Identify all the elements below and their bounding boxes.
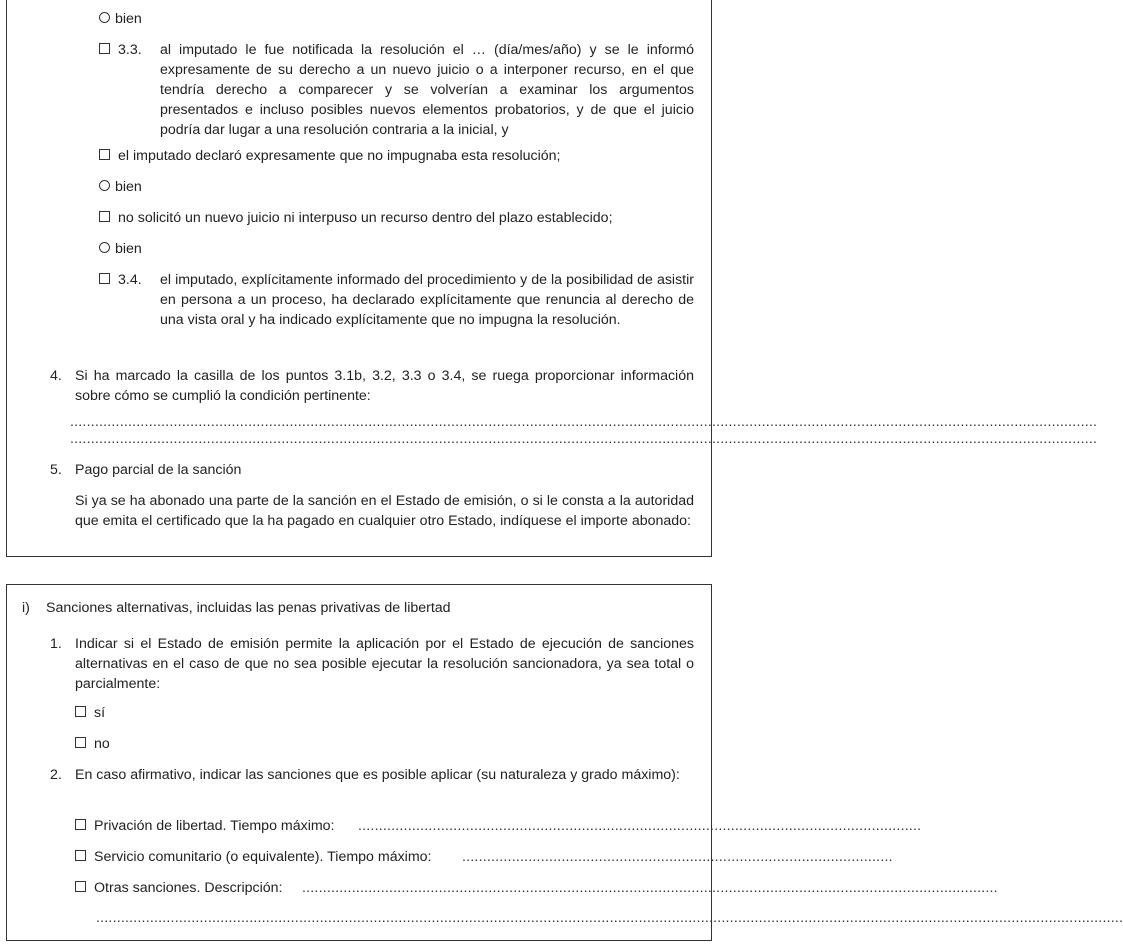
- option-no-request: [99, 208, 699, 228]
- other-fill-line-1[interactable]: ........................................................................................................................................................................: [302, 880, 998, 896]
- item-3-3-number: 3.3.: [118, 42, 142, 58]
- or-label: bien: [115, 241, 142, 257]
- item-4-number: 4.: [50, 368, 62, 384]
- item-i1-text: Indicar si el Estado de emisión permite la aplicación por el Estado de ejecución de sanciones alternativas en el caso de que no sea posible ejecutar la resolución sancionadora, ya sea total o parcialmente:: [75, 636, 694, 692]
- checkbox-other[interactable]: [75, 881, 86, 892]
- option-custody: [75, 816, 335, 836]
- section-i-letter: i): [22, 600, 30, 616]
- option-community-label: Servicio comunitario (o equivalente). Tiempo máximo:: [94, 849, 432, 865]
- item-4-fill-line-1[interactable]: ........................................................................................................................................................................................................................................................: [70, 414, 1098, 430]
- radio-circle-icon[interactable]: [99, 180, 110, 191]
- or-label: bien: [115, 179, 142, 195]
- item-3-4-marker: [99, 270, 142, 290]
- option-declared-label: el imputado declaró expresamente que no impugnaba esta resolución;: [118, 148, 561, 164]
- custody-fill-line[interactable]: ........................................................................................................................................: [358, 818, 922, 834]
- item-5-title: Pago parcial de la sanción: [75, 462, 242, 478]
- section-i-title: Sanciones alternativas, incluidas las penas privativas de libertad: [46, 600, 451, 616]
- checkbox-no-request[interactable]: [99, 211, 110, 222]
- item-4-text: Si ha marcado la casilla de los puntos 3.1b, 3.2, 3.3 o 3.4, se ruega proporcionar información sobre cómo se cumplió la condición pertinente:: [75, 368, 694, 404]
- radio-circle-icon[interactable]: [99, 242, 110, 253]
- option-yes: [75, 703, 105, 723]
- item-i1-number: 1.: [50, 636, 62, 652]
- item-i2-text: En caso afirmativo, indicar las sanciones que es posible aplicar (su naturaleza y grado máximo):: [75, 767, 680, 783]
- item-5-text: Si ya se ha abonado una parte de la sanción en el Estado de emisión, o si le consta a la autoridad que emita el certificado que la ha pagado en cualquier otro Estado, indíquese el importe abonado:: [75, 493, 694, 529]
- checkbox-declared[interactable]: [99, 149, 110, 160]
- community-fill-line[interactable]: ........................................................................................................: [462, 849, 893, 865]
- item-3-4-number: 3.4.: [118, 272, 142, 288]
- option-no: [75, 734, 110, 754]
- item-3-3-marker: [99, 40, 142, 60]
- checkbox-3-4[interactable]: [99, 273, 110, 284]
- option-other: [75, 878, 282, 898]
- item-i2-number: 2.: [50, 767, 62, 783]
- checkbox-custody[interactable]: [75, 819, 86, 830]
- other-fill-line-2[interactable]: ........................................................................................................................................................................................................................................................: [96, 910, 1123, 926]
- option-other-label: Otras sanciones. Descripción:: [94, 880, 283, 896]
- or-option: [99, 9, 142, 29]
- option-yes-label: sí: [94, 705, 106, 721]
- item-5-number: 5.: [50, 462, 62, 478]
- option-declared: [99, 146, 699, 166]
- item-4-fill-line-2[interactable]: ........................................................................................................................................................................................................................................................: [70, 431, 1098, 447]
- item-3-3-text: al imputado le fue notificada la resolución el … (día/mes/año) y se le informó expresamente de su derecho a un nuevo juicio o a interponer recurso, en el que tendría derecho a comparecer y se volverían a examinar los argumentos presentados e incluso posibles nuevos elementos probatorios, y de que el juicio podría dar lugar a una resolución contraria a la inicial, y: [160, 42, 694, 138]
- or-option: [99, 239, 142, 259]
- checkbox-yes[interactable]: [75, 706, 86, 717]
- option-no-request-label: no solicitó un nuevo juicio ni interpuso un recurso dentro del plazo establecido;: [118, 210, 613, 226]
- option-custody-label: Privación de libertad. Tiempo máximo:: [94, 818, 335, 834]
- checkbox-no[interactable]: [75, 737, 86, 748]
- radio-circle-icon[interactable]: [99, 12, 110, 23]
- option-no-label: no: [94, 736, 110, 752]
- or-label: bien: [115, 11, 142, 27]
- or-option: [99, 177, 142, 197]
- option-community: [75, 847, 432, 867]
- checkbox-community[interactable]: [75, 850, 86, 861]
- checkbox-3-3[interactable]: [99, 43, 110, 54]
- item-3-4-text: el imputado, explícitamente informado del procedimiento y de la posibilidad de asistir en persona a un proceso, ha declarado explícitamente que renuncia al derecho de una vista oral y ha indicado explícitamente que no impugna la resolución.: [160, 272, 694, 328]
